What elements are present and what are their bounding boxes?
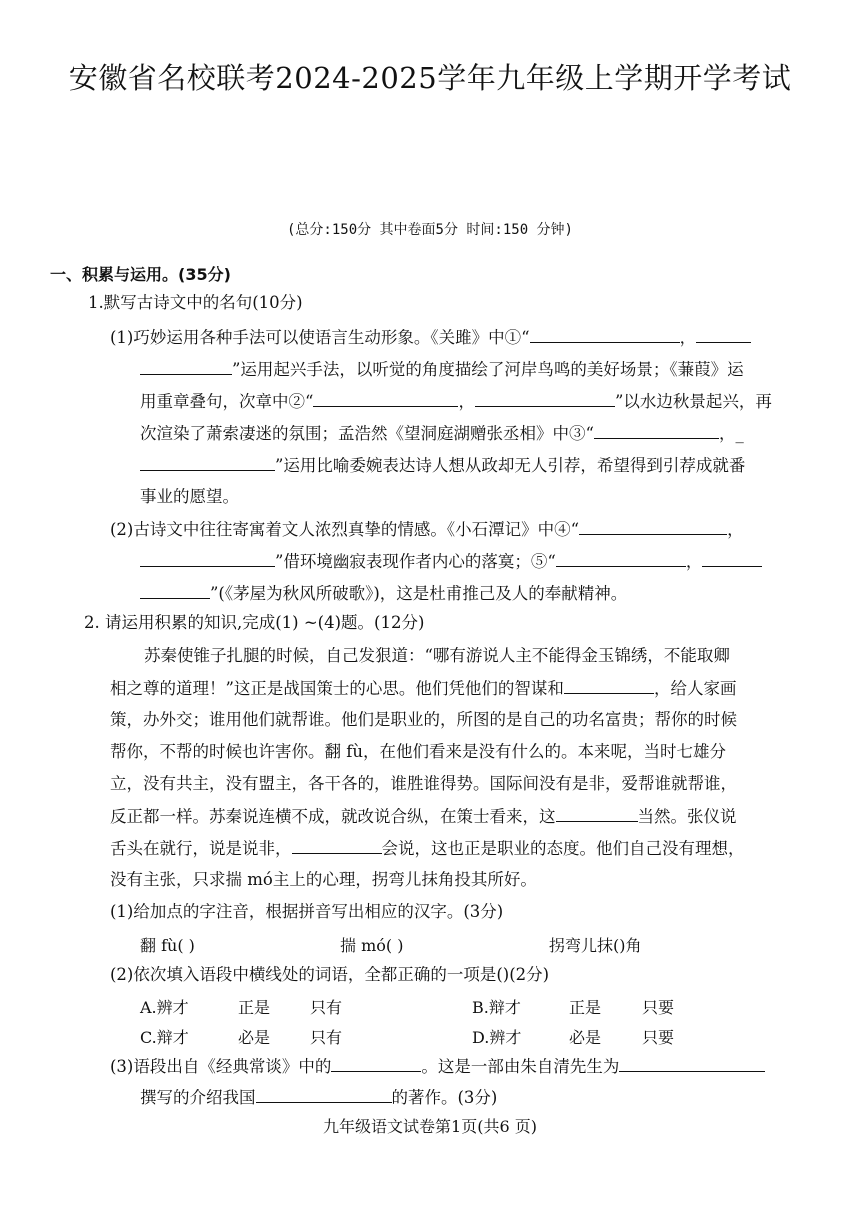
text: ， [458,392,475,411]
sub3-line-1 [110,1055,765,1078]
answer-blank[interactable] [140,582,210,599]
q1-p1-line-6: 事业的愿望。 [140,487,239,506]
option-c-word-3: 只有 [310,1028,343,1047]
answer-blank[interactable] [564,677,654,694]
passage-line-2 [110,677,736,700]
answer-blank[interactable] [556,805,638,822]
option-b-word-2: 正是 [569,998,602,1017]
answer-blank[interactable] [313,390,458,407]
option-d-word-3: 只要 [642,1028,675,1047]
pinyin-item-2: 揣 mó( ) [340,936,404,955]
passage-line-5: 立，没有共主，没有盟主，各干各的，谁胜谁得势。国际间没有是非，爱帮谁就帮谁， [110,774,737,793]
option-b-word-1[interactable]: B.辩才 [472,998,521,1017]
exam-meta: (总分:150分 其中卷面5分 时间:150 分钟) [286,222,573,238]
passage-line-1: 苏秦使锥子扎腿的时候，自己发狠道：“哪有游说人主不能得金玉锦绣，不能取卿 [144,646,730,665]
answer-blank[interactable] [256,1086,392,1103]
answer-blank[interactable] [140,550,275,567]
q1-p1-line-5 [140,454,745,477]
text: ， [727,520,744,539]
text: 。这是一部由朱自清先生为 [421,1057,620,1076]
pinyin-item-3: 拐弯儿抹()角 [549,936,642,955]
page-footer: 九年级语文试卷第1页(共6 页) [323,1117,537,1136]
answer-blank[interactable] [579,518,727,535]
question-2-stem: 2. 请运用积累的知识,完成(1) ~(4)题。(12分) [84,613,425,632]
passage-line-7 [110,837,745,860]
text: ”借环境幽寂表现作者内心的落寞；⑤“ [275,552,556,571]
q1-p1-line-3 [140,390,772,413]
text: 反正都一样。苏秦说连横不成，就改说合纵，在策士看来，这 [110,807,556,826]
answer-blank[interactable] [292,837,382,854]
text: ”以水边秋景起兴，再 [614,392,772,411]
answer-blank[interactable] [140,358,232,375]
text: 相之尊的道理！”这正是战国策士的心思。他们凭他们的智谋和 [110,679,564,698]
option-a-word-3: 只有 [310,998,343,1017]
text: 撰写的介绍我国 [140,1088,256,1107]
passage-line-8: 没有主张，只求揣 mó主上的心理，拐弯儿抹角投其所好。 [110,870,537,889]
text: 用重章叠句，次章中②“ [140,392,314,411]
section-heading: 一、积累与运用。(35分) [50,265,231,284]
sub3-line-2 [140,1086,497,1109]
text: ，给人家画 [653,679,737,698]
passage-line-6 [110,805,737,828]
text: ， [685,552,703,571]
answer-blank[interactable] [140,454,275,471]
text: ， [679,328,697,347]
text: (1)巧妙运用各种手法可以使语言生动形象。《关雎》中①“ [110,328,530,347]
q1-p1-line-4 [140,422,744,445]
q1-p2-line-2 [140,550,762,573]
text: 的著作。(3分) [391,1088,498,1107]
answer-blank[interactable] [619,1055,765,1072]
answer-blank[interactable] [530,326,680,343]
answer-blank[interactable] [556,550,686,567]
option-a-word-2: 正是 [238,998,271,1017]
option-d-word-1[interactable]: D.辨才 [472,1028,522,1047]
text: 次渲染了萧索凄迷的氛围；孟浩然《望洞庭湖赠张丞相》中③“ [140,424,594,443]
q1-p2-line-1 [110,518,744,541]
sub1-stem: (1)给加点的字注音，根据拼音写出相应的汉字。(3分) [110,902,504,921]
text: (3)语段出自《经典常谈》中的 [110,1057,332,1076]
text: (2)古诗文中往往寄寓着文人浓烈真挚的情感。《小石潭记》中④“ [110,520,580,539]
option-a-word-1[interactable]: A.辨才 [140,998,189,1017]
option-b-word-3: 只要 [642,998,675,1017]
answer-blank[interactable] [702,550,762,567]
question-1-stem: 1.默写古诗文中的名句(10分) [88,293,303,312]
text: ”运用起兴手法，以听觉的角度描绘了河岸鸟鸣的美好场景；《蒹葭》运 [232,360,744,379]
option-c-word-2: 必是 [238,1028,271,1047]
passage-line-4: 帮你，不帮的时候也许害你。翻 fù，在他们看来是没有什么的。本来呢，当时七雄分 [110,742,726,761]
q1-p1-line-2 [140,358,744,381]
passage-line-3: 策，办外交；谁用他们就帮谁。他们是职业的，所图的是自己的功名富贵；帮你的时候 [110,710,737,729]
text: ，_ [718,424,744,443]
exam-title: 安徽省名校联考2024-2025学年九年级上学期开学考试 [68,61,792,95]
text: ”(《茅屋为秋风所破歌》)，这是杜甫推己及人的奉献精神。 [210,584,628,603]
option-d-word-2: 必是 [569,1028,602,1047]
answer-blank[interactable] [594,422,719,439]
answer-blank[interactable] [696,326,751,343]
text: 当然。张仪说 [637,807,737,826]
q1-p1-line-1 [110,326,751,349]
text: 舌头在就行，说是说非， [110,839,292,858]
pinyin-item-1: 翻 fù( ) [140,936,195,955]
text: 会说，这也正是职业的态度。他们自己没有理想， [381,839,745,858]
sub2-stem: (2)依次填入语段中横线处的词语，全都正确的一项是()(2分) [110,965,550,984]
text: ”运用比喻委婉表达诗人想从政却无人引荐，希望得到引荐成就番 [275,456,746,475]
q1-p2-line-3 [140,582,627,605]
answer-blank[interactable] [331,1055,421,1072]
answer-blank[interactable] [475,390,615,407]
option-c-word-1[interactable]: C.辩才 [140,1028,189,1047]
